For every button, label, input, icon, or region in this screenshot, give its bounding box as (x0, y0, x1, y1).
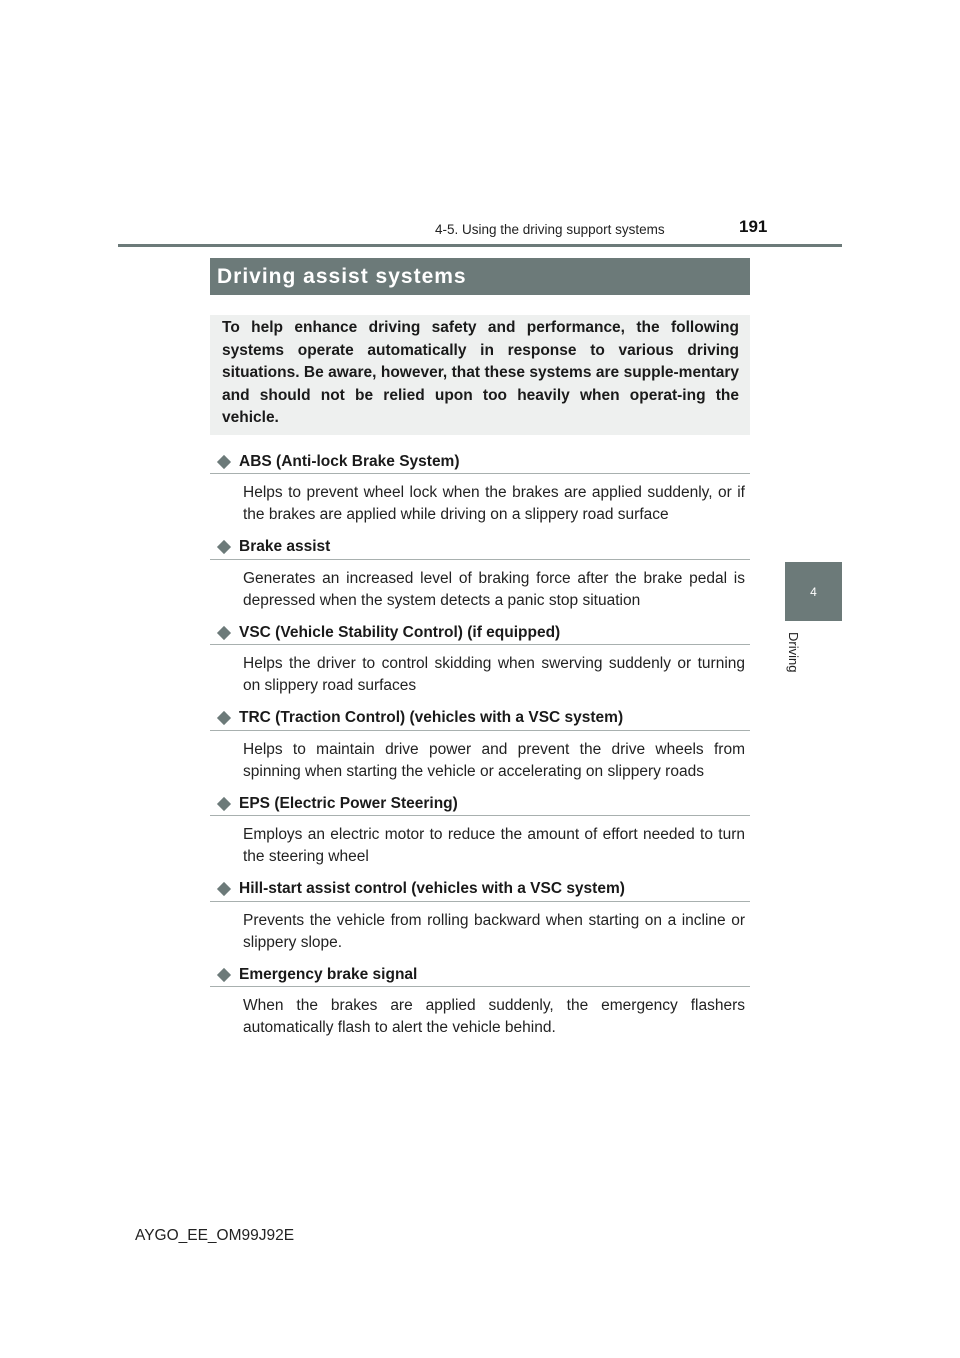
system-title: VSC (Vehicle Stability Control) (if equipped) (239, 623, 561, 641)
system-item (210, 792, 750, 878)
title-bar (210, 258, 750, 295)
systems-list (210, 450, 750, 1049)
diamond-bullet-icon (217, 711, 231, 725)
intro-text: To help enhance driving safety and performance, the following systems operate automatically in response to various driving situations. Be aware, however, that these systems are supple-mentary and should not be relied upon too heavily when operat-ing the vehicle. (222, 319, 739, 427)
system-title: Emergency brake signal (239, 965, 418, 983)
diamond-bullet-icon (217, 540, 231, 554)
system-heading (210, 963, 750, 987)
system-title: TRC (Traction Control) (vehicles with a VSC system) (239, 709, 624, 726)
page-number: 191 (739, 217, 768, 236)
system-description: Helps the driver to control skidding when swerving suddenly or turning on slippery road surfaces (243, 655, 745, 694)
system-description: Helps to prevent wheel lock when the brakes are applied suddenly, or if the brakes are applied while driving on a slippery road surface (243, 484, 745, 523)
header-divider (118, 244, 842, 247)
system-item (210, 536, 750, 622)
system-item (210, 450, 750, 536)
system-description: Prevents the vehicle from rolling backward when starting on a incline or slippery slope. (243, 911, 745, 951)
page-title: Driving assist systems (217, 264, 467, 288)
document-code: AYGO_EE_OM99J92E (135, 1227, 295, 1244)
intro-box (210, 315, 750, 435)
system-description: Employs an electric motor to reduce the amount of effort needed to turn the steering wheel (243, 826, 745, 865)
system-description: Generates an increased level of braking force after the brake pedal is depressed when the system detects a panic stop situation (243, 569, 745, 609)
chapter-tab (785, 562, 842, 621)
system-item (210, 621, 750, 707)
system-item (210, 707, 750, 793)
diamond-bullet-icon (217, 796, 231, 810)
system-heading (210, 792, 750, 816)
diamond-bullet-icon (217, 625, 231, 639)
diamond-bullet-icon (217, 882, 231, 896)
diamond-bullet-icon (217, 454, 231, 468)
chapter-number: 4 (810, 584, 817, 599)
diamond-bullet-icon (217, 967, 231, 981)
system-item (210, 963, 750, 1049)
system-title: Hill-start assist control (vehicles with a VSC system) (239, 880, 625, 897)
system-title: ABS (Anti-lock Brake System) (239, 452, 460, 470)
system-heading (210, 878, 750, 902)
header-section-title: 4-5. Using the driving support systems (435, 222, 665, 237)
system-heading (210, 450, 750, 474)
system-title: Brake assist (239, 538, 331, 555)
system-heading (210, 536, 750, 560)
system-item (210, 878, 750, 964)
system-description: Helps to maintain drive power and prevent the drive wheels from spinning when starting the vehicle or accelerating on slippery roads (243, 740, 745, 780)
chapter-label: Driving (786, 632, 801, 673)
system-heading (210, 707, 750, 731)
system-title: EPS (Electric Power Steering) (239, 794, 458, 812)
system-heading (210, 621, 750, 645)
system-description: When the brakes are applied suddenly, the emergency flashers automatically flash to alert the vehicle behind. (243, 997, 745, 1036)
